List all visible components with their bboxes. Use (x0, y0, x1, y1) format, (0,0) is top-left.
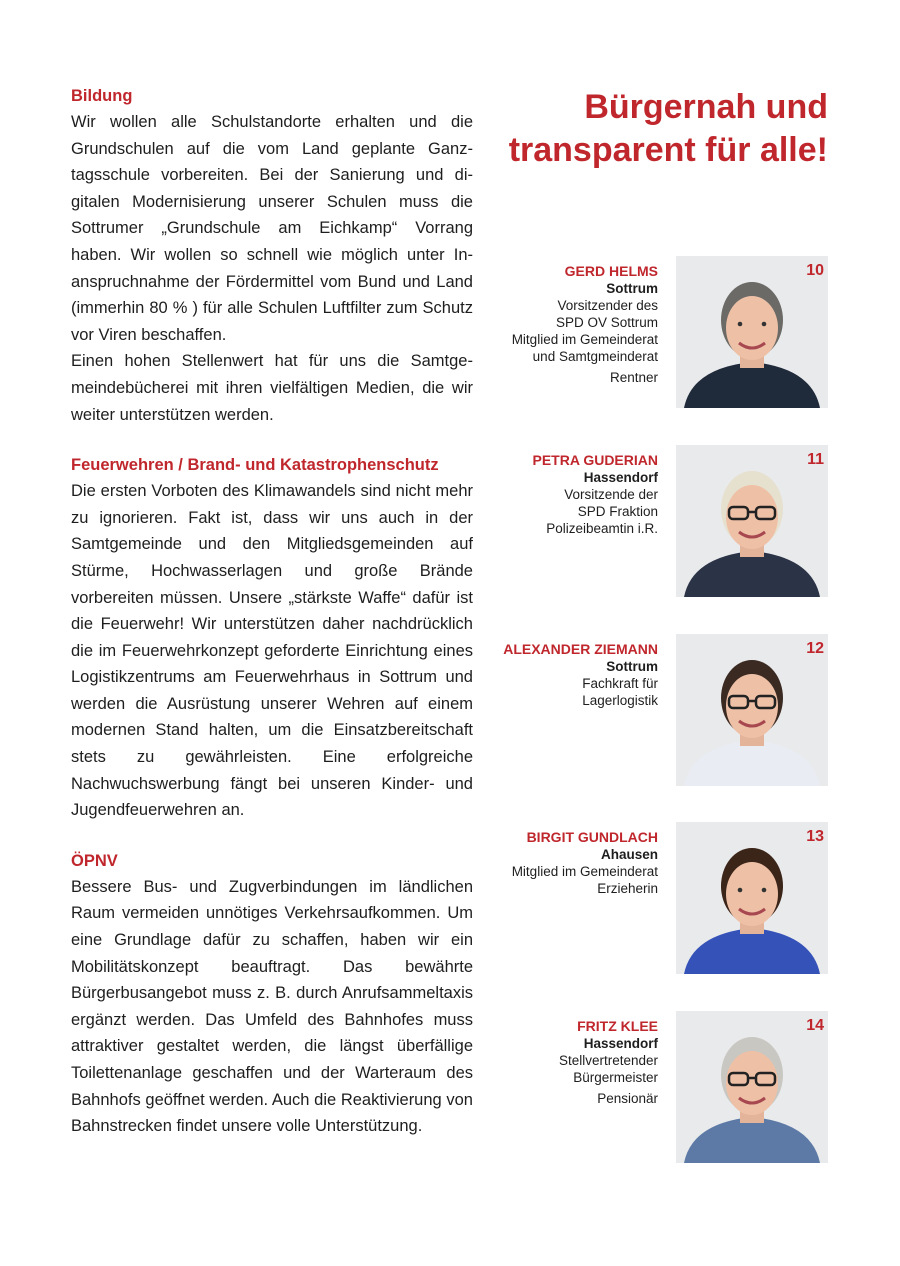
candidate-role: Mitglied im Gemeinderat (511, 332, 658, 347)
candidate-info (468, 828, 658, 897)
headline-line-1: Bürgernah und (584, 88, 828, 126)
candidate-photo (676, 1011, 828, 1163)
candidate-role: Mitglied im Gemeinderat (511, 864, 658, 879)
candidate-role: Bürgermeister (573, 1070, 658, 1085)
candidate-name: FRITZ KLEE (577, 1018, 658, 1034)
candidate-place: Ahausen (600, 847, 658, 862)
section-bildung (71, 86, 473, 428)
candidate-photo (676, 634, 828, 786)
portrait-image (676, 445, 828, 597)
section-oepnv (71, 851, 473, 1140)
candidate-place: Hassendorf (583, 470, 658, 485)
candidate-number: 12 (806, 640, 824, 657)
candidate-role: Vorsitzender des (557, 298, 658, 313)
candidate-role: SPD OV Sottrum (555, 315, 658, 330)
section-title: Bildung (71, 87, 133, 105)
candidate-card (480, 828, 828, 980)
candidate-number: 13 (806, 828, 824, 845)
candidate-photo (676, 445, 828, 597)
candidate-number: 11 (807, 451, 824, 468)
candidate-name: BIRGIT GUNDLACH (526, 829, 658, 845)
candidate-role: Polizeibeamtin i.R. (546, 521, 658, 536)
candidate-number: 10 (806, 262, 824, 279)
candidate-place: Sottrum (606, 659, 658, 674)
candidate-info (468, 640, 658, 709)
candidate-card (480, 262, 828, 414)
headline-line-2: transparent für alle! (508, 131, 828, 169)
candidate-photo (676, 256, 828, 408)
portrait-image (676, 634, 828, 786)
section-paragraph: Bessere Bus- und Zugverbindungen im ländlichen Raum vermeiden unnötiges Verkehrsaufkommen. Um eine Grundlage dafür zu schaffen, haben wir ein Mobilitätskonzept beauftragt. Das bewährte Bürgerbusangebot muss z. B. durch Anrufsammeltaxis ergänzt werden. Das Umfeld des Bahnhofes muss attraktiver gestaltet werden, die längst überfällige Toilettenanlage geschaffen und der Warteraum des Bahnhofs geöffnet werden. Auch die Reaktivierung von Bahnstrecken findet unsere volle Unterstützung. (71, 877, 473, 1136)
candidate-number: 14 (806, 1017, 824, 1034)
candidate-name: GERD HELMS (564, 263, 658, 279)
candidate-info (468, 1017, 658, 1107)
section-paragraph: Die ersten Vorboten des Klimawandels sind nicht mehr zu ignorieren. Fakt ist, dass wir uns auch in der Samtgemeinde und den Mitgliedsgemeinden auf Stürme, Hochwasserlagen und große Brände vorbereiten müssen. Unsere „stärkste Waffe“ dafür ist die Feuerwehr! Wir unterstützen daher nachdrücklich die im Feuerwehrkonzept geforderte Einrichtung eines Logistikzentrums am Feuerwehrhaus in Sottrum und werden die Ausrüstung unserer Wehren auf einem modernen Stand halten, um die Einsatzbereitschaft stets zu gewährleisten. Eine erfolgreiche Nachwuchswerbung fängt bei unseren Kinder- und Jugendfeuerwehren an. (71, 482, 473, 820)
portrait-image (676, 256, 828, 408)
candidate-role: und Samtgmeinderat (532, 349, 658, 364)
section-feuerwehren (71, 455, 473, 824)
section-title: Feuerwehren / Brand- und Katastrophenschutz (71, 456, 439, 475)
candidate-place: Hassendorf (583, 1036, 658, 1051)
candidate-job: Rentner (609, 370, 658, 385)
candidate-role: Lagerlogistik (582, 693, 658, 708)
candidate-card (480, 1017, 828, 1169)
candidate-card (480, 451, 828, 603)
candidate-card (480, 640, 828, 792)
section-paragraph: Wir wollen alle Schulstandorte erhalten und die Grundschulen auf die vom Land geplante Ganztagsschule vorbereiten. Bei der Sanierung und digitalen Modernisierung unserer Schulen muss die Sottrumer „Grundschule am Eichkamp“ Vorrang haben. Wir wollen so schnell wie möglich unter Inanspruchnahme der Fördermittel vom Bund und Land (immerhin 80 % ) für alle Schulen Luftfilter zum Schutz vor Viren beschaffen. (71, 113, 473, 344)
candidate-info (468, 262, 658, 386)
portrait-image (676, 822, 828, 974)
portrait-image (676, 1011, 828, 1163)
candidate-role: Stellvertretender (558, 1053, 658, 1068)
candidate-name: PETRA GUDERIAN (532, 452, 658, 468)
candidate-role: SPD Fraktion (577, 504, 658, 519)
left-column (71, 86, 473, 1167)
candidate-place: Sottrum (606, 281, 658, 296)
candidate-role: Erzieherin (597, 881, 658, 896)
headline (468, 86, 828, 172)
candidate-role: Fachkraft für (582, 676, 658, 691)
candidate-name: ALEXANDER ZIEMANN (503, 641, 658, 657)
candidate-role: Vorsitzende der (564, 487, 658, 502)
candidate-job: Pensionär (597, 1091, 658, 1106)
section-paragraph: Einen hohen Stellenwert hat für uns die Samtgemeindebücherei mit ihren vielfältigen Medien, die wir weiter unterstützen werden. (71, 352, 473, 424)
section-title: ÖPNV (71, 851, 118, 870)
candidate-photo (676, 822, 828, 974)
candidate-info (468, 451, 658, 537)
